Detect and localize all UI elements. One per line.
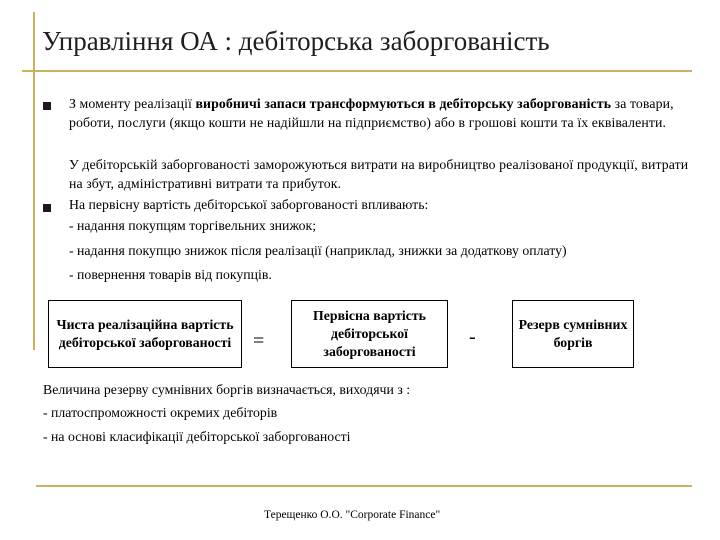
reserve-heading: Величина резерву сумнівних боргів визначається, виходячи з : [43, 382, 411, 397]
initial-value-item: - надання покупцю знижок після реалізації (наприклад, знижки за додаткову оплату) [69, 243, 567, 258]
reserve-item: - платоспроможності окремих дебіторів [43, 405, 278, 420]
initial-value-heading: На первісну вартість дебіторської заборгованості впливають: [69, 197, 429, 212]
paragraph-production-stocks [69, 95, 689, 132]
para1-bold: виробничі запаси трансформуються в дебіторську заборгованість [195, 96, 612, 111]
decorative-vertical-line [33, 12, 35, 350]
footer-author: Терещенко О.О. "Corporate Finance" [264, 509, 441, 521]
minus-sign: - [469, 326, 476, 348]
box1-label: Чиста реалізаційна вартість дебіторської заборгованості [56, 317, 234, 350]
initial-value-box [291, 300, 448, 368]
box2-label: Первісна вартість дебіторської заборгованості [313, 308, 426, 359]
net-realizable-value-box [48, 300, 242, 368]
title-underline [22, 70, 692, 72]
equals-sign: = [253, 330, 265, 352]
paragraph-frozen-costs: У дебіторській заборгованості заморожуються витрати на виробництво реалізованої продукції, витрати на збут, адміністративні витрати та прибуток. [69, 157, 689, 191]
footer-line [36, 485, 692, 487]
bullet-icon [43, 204, 51, 212]
initial-value-item: - надання покупцям торгівельних знижок; [69, 218, 317, 233]
initial-value-item: - повернення товарів від покупців. [69, 267, 272, 282]
reserve-item: - на основі класифікації дебіторської заборгованості [43, 429, 351, 444]
slide-title: Управління ОА : дебіторська заборгованість [42, 26, 550, 56]
box3-label: Резерв сумнівних боргів [518, 317, 628, 350]
para1-rest: за товари, роботи, послуги (якщо кошти не надійшли на підприємство) або в грошові кошти та їх еквіваленти. [69, 96, 674, 130]
para1-intro: З моменту реалізації [69, 96, 196, 111]
doubtful-debts-reserve-box [512, 300, 634, 368]
bullet-icon [43, 102, 51, 110]
